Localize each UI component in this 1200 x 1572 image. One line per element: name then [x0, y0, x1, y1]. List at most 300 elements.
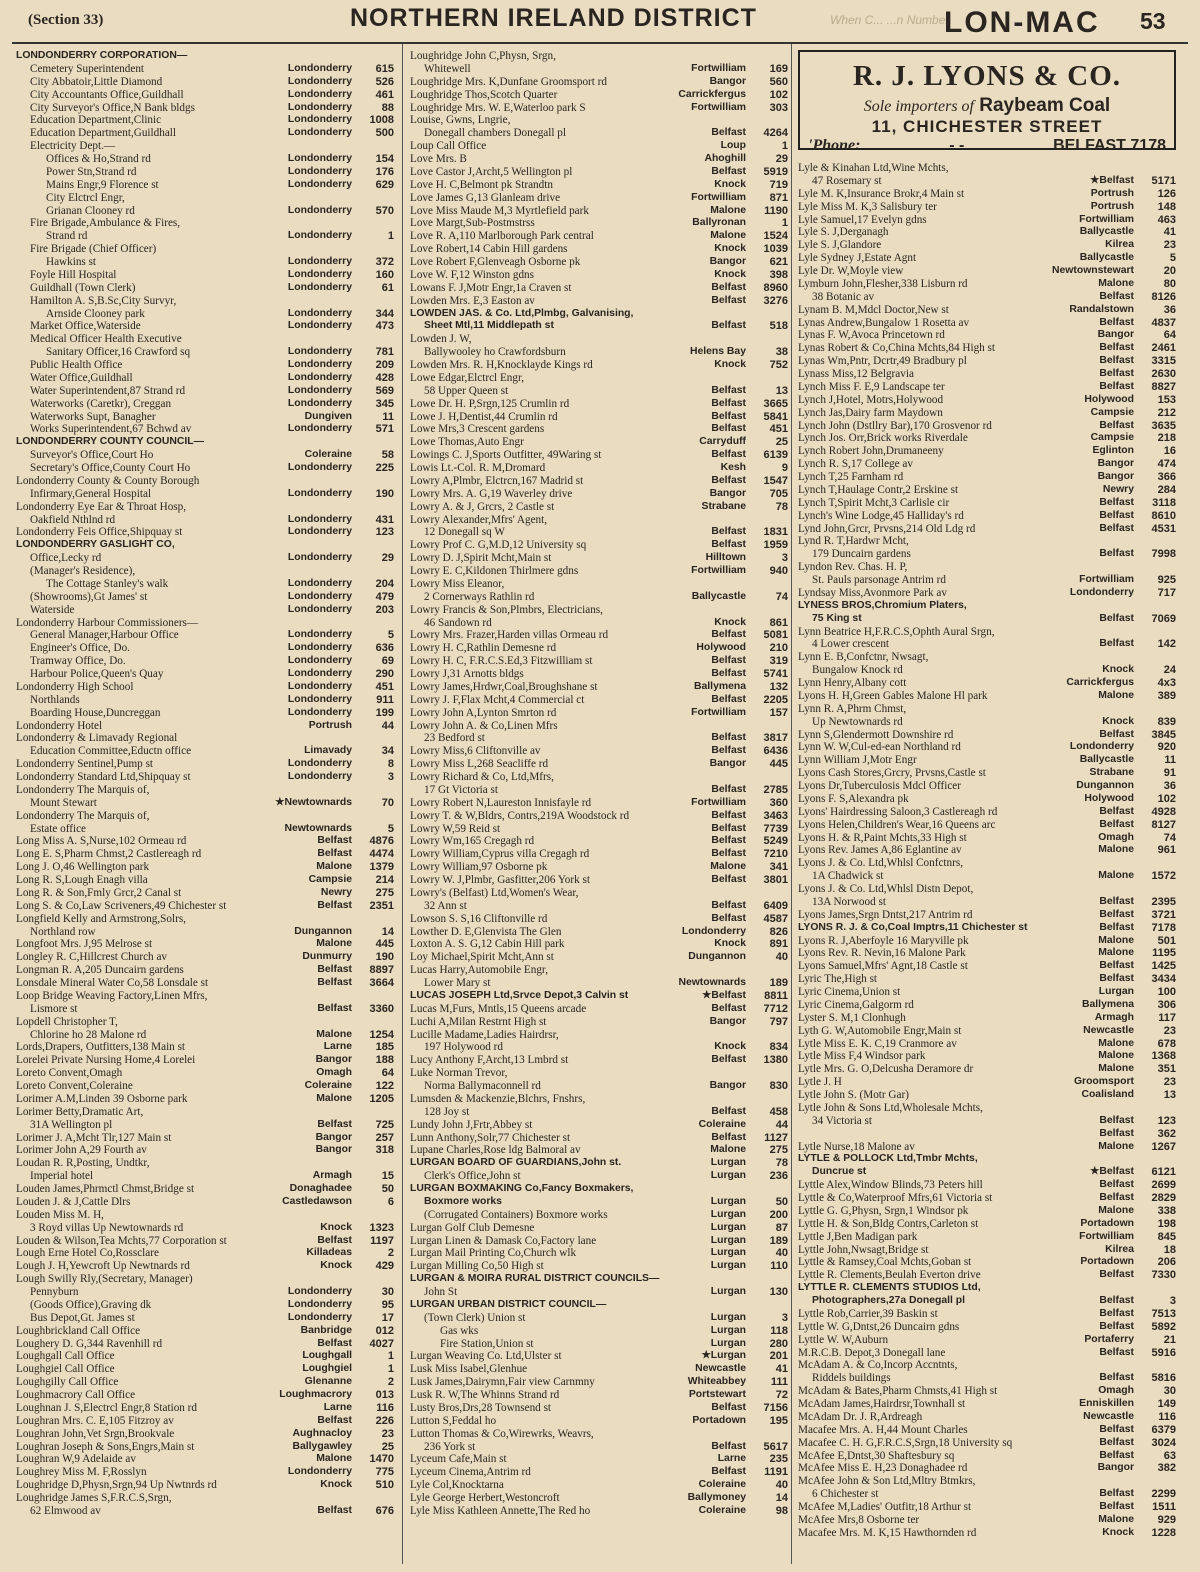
entry-exchange: Hilltown: [705, 552, 746, 564]
directory-entry: [16, 1492, 394, 1505]
directory-entry: [410, 848, 788, 861]
directory-entry: [16, 256, 394, 269]
entry-name: Lough J. H,Yewcroft Up Newtnards rd: [16, 1260, 190, 1273]
directory-entry: [16, 1093, 394, 1106]
entry-exchange: Londonderry: [287, 526, 352, 538]
directory-entry: [798, 1437, 1176, 1450]
directory-entry: [16, 217, 394, 230]
entry-name: Longman R. A,205 Duncairn gardens: [16, 964, 184, 977]
entry-name: Lynch's Wine Lodge,45 Halliday's rd: [798, 509, 964, 522]
entry-number: 518: [769, 320, 788, 333]
entry-name: Lyndsay Miss,Avonmore Park av: [798, 586, 947, 599]
entry-name: Lowe Edgar,Elctrcl Engr,: [410, 371, 525, 384]
entry-exchange: Belfast: [711, 899, 746, 911]
entry-exchange: Ballygawley: [292, 1440, 352, 1452]
entry-number: 1228: [1151, 1526, 1176, 1539]
directory-entry: [16, 668, 394, 681]
directory-entry: [410, 655, 788, 668]
entry-name: Estate office: [30, 822, 87, 835]
entry-exchange: Belfast: [1099, 496, 1134, 508]
entry-name: Lytle John & Sons Ltd,Wholesale Mchts,: [798, 1101, 983, 1114]
directory-entry: [16, 436, 394, 449]
directory-entry: [16, 552, 394, 565]
directory-entry: [798, 1334, 1176, 1347]
entry-number: 123: [1157, 1114, 1176, 1127]
directory-entry: [798, 1269, 1176, 1282]
entry-number: 11: [382, 410, 394, 423]
entry-name: Cemetery Superintendent: [30, 62, 145, 75]
entry-exchange: Ballyronan: [692, 217, 746, 229]
entry-number: 382: [1157, 1462, 1176, 1475]
entry-name: 46 Sandown rd: [424, 616, 492, 629]
entry-name: Lytle Nurse,18 Malone av: [798, 1140, 915, 1153]
entry-name: LONDONDERRY CORPORATION—: [16, 50, 188, 61]
entry-name: Londonderry The Marquis of,: [16, 783, 150, 796]
entry-number: 398: [769, 268, 788, 281]
directory-entry: [798, 226, 1176, 239]
entry-number: 319: [769, 655, 788, 668]
entry-exchange: Dungiven: [304, 410, 352, 422]
entry-number: 36: [1163, 780, 1176, 792]
entry-exchange: Coleraine: [698, 1504, 746, 1516]
entry-number: 344: [375, 307, 394, 320]
entry-name: Lough Erne Hotel Co,Rossclare: [16, 1247, 159, 1260]
entry-name: Lyttle R. Clements,Beulah Everton drive: [798, 1269, 981, 1282]
entry-exchange: Londonderry: [287, 75, 352, 87]
directory-column-3: [798, 50, 1176, 1565]
entry-number: 14: [381, 925, 394, 938]
entry-number: 7513: [1151, 1307, 1176, 1320]
entry-number: 74: [1163, 831, 1176, 844]
entry-exchange: Belfast: [317, 1414, 352, 1426]
entry-exchange: Fortwilliam: [691, 62, 746, 74]
entry-exchange: Londonderry: [287, 204, 352, 216]
entry-number: 87: [775, 1221, 788, 1234]
entry-name: 38 Botanic av: [812, 290, 875, 303]
entry-name: LURGAN URBAN DISTRICT COUNCIL—: [410, 1298, 607, 1310]
entry-name: Lowry A,Plmbr, Elctrcn,167 Madrid st: [410, 474, 584, 487]
entry-exchange: Larne: [717, 1453, 746, 1465]
entry-number: 925: [1157, 574, 1176, 586]
entry-exchange: Londonderry: [287, 552, 352, 564]
directory-entry: [410, 938, 788, 951]
entry-number: 560: [769, 75, 788, 88]
entry-name: Hamilton A. S,B.Sc,City Survyr,: [30, 294, 177, 307]
entry-number: 725: [375, 1118, 394, 1131]
entry-exchange: ★Newtownards: [275, 796, 352, 808]
entry-number: 341: [769, 861, 788, 874]
entry-exchange: Fortwilliam: [1079, 574, 1134, 585]
entry-name: Waterside: [30, 603, 75, 616]
directory-entry: [16, 694, 394, 707]
entry-exchange: Belfast: [1099, 908, 1134, 920]
entry-name: Lowans F. J,Motr Engr,1a Craven st: [410, 281, 572, 294]
entry-exchange: Londonderry: [287, 281, 352, 293]
entry-number: 3463: [763, 809, 788, 822]
entry-name: Lytle Miss E. K. C,19 Cranmore av: [798, 1037, 957, 1050]
entry-exchange: Malone: [1098, 689, 1134, 701]
directory-entry: [798, 1411, 1176, 1424]
entry-name: City Elctrcl Engr,: [46, 191, 125, 204]
directory-entry: [410, 359, 788, 372]
directory-entry: [16, 114, 394, 127]
entry-name: Londonderry Harbour Commissioners—: [16, 616, 199, 629]
entry-name: Lyth G. W,Automobile Engr,Main st: [798, 1024, 962, 1037]
entry-number: 225: [375, 462, 394, 474]
directory-entry: [410, 192, 788, 205]
directory-entry: [410, 372, 788, 385]
entry-name: Lyle & Kinahan Ltd,Wine Mchts,: [798, 162, 949, 174]
entry-number: 1039: [763, 243, 788, 256]
entry-exchange: Ballymoney: [687, 1492, 746, 1503]
entry-name: Lymburn John,Flesher,338 Lisburn rd: [798, 277, 968, 290]
entry-name: Surveyor's Office,Court Ho: [30, 449, 154, 462]
entry-exchange: Bangor: [709, 1080, 746, 1091]
entry-number: 5892: [1151, 1320, 1176, 1333]
entry-name: Lynch R. S,17 College av: [798, 458, 913, 471]
entry-name: LYTLE & POLLOCK Ltd,Tmbr Mchts,: [798, 1153, 978, 1165]
entry-exchange: Loughgall: [302, 1350, 352, 1362]
entry-name: Lynch Jas,Dairy farm Maydown: [798, 406, 943, 419]
entry-exchange: Newcastle: [1083, 1410, 1134, 1422]
directory-entry: [16, 127, 394, 140]
directory-entry: [16, 243, 394, 256]
directory-entry: [798, 510, 1176, 523]
entry-name: (Corrugated Containers) Boxmore works: [424, 1208, 608, 1221]
entry-exchange: Londonderry: [287, 680, 352, 692]
entry-name: Public Health Office: [30, 359, 123, 371]
directory-entry: [410, 1170, 788, 1183]
entry-number: 1323: [369, 1221, 394, 1234]
entry-name: Lynas Wm,Pntr, Dcrtr,49 Bradbury pl: [798, 355, 967, 368]
entry-number: 717: [1157, 586, 1176, 599]
directory-entry: [798, 342, 1176, 355]
directory-entry: [16, 1415, 394, 1428]
directory-entry: [798, 1398, 1176, 1411]
directory-entry: [798, 754, 1176, 767]
entry-name: Lyons J. & Co. Ltd,Whlsl Distn Depot,: [798, 883, 974, 895]
entry-number: 839: [1157, 715, 1176, 728]
directory-entry: [16, 629, 394, 642]
directory-entry: [798, 1218, 1176, 1231]
entry-number: 95: [381, 1298, 394, 1311]
entry-exchange: Londonderry: [287, 603, 352, 615]
entry-name: Lyttle & Co,Waterproof Mfrs,61 Victoria st: [798, 1192, 993, 1204]
directory-entry: [798, 973, 1176, 986]
directory-entry: [16, 810, 394, 823]
entry-name: (Showrooms),Gt James' st: [30, 590, 148, 603]
entry-exchange: Fortwilliam: [691, 191, 746, 203]
entry-name: 34 Victoria st: [812, 1114, 873, 1127]
column-divider: [402, 44, 403, 1564]
directory-entry: [798, 587, 1176, 600]
directory-entry: [16, 1376, 394, 1389]
entry-exchange: Londonderry: [287, 668, 352, 679]
entry-exchange: Portadown: [1080, 1217, 1134, 1229]
entry-number: 195: [769, 1414, 788, 1427]
entry-name: Boxmore works: [424, 1195, 502, 1207]
entry-name: Grianan Clooney rd: [46, 204, 135, 217]
directory-entry: [410, 1312, 788, 1325]
entry-name: Lyttle J,Ben Madigan park: [798, 1230, 918, 1243]
entry-number: 6409: [763, 899, 788, 912]
directory-entry: [16, 771, 394, 784]
directory-entry: [798, 252, 1176, 265]
entry-name: Lyons James,Srgn Dntst,217 Antrim rd: [798, 908, 973, 921]
entry-exchange: Belfast: [317, 964, 352, 976]
entry-number: 132: [769, 680, 788, 693]
entry-number: 30: [1163, 1385, 1176, 1398]
entry-number: 74: [775, 590, 788, 603]
directory-entry: [16, 784, 394, 797]
entry-exchange: Limavady: [304, 745, 352, 757]
entry-number: 2699: [1151, 1179, 1176, 1192]
entry-name: Lowry Miss Eleanor,: [410, 577, 505, 590]
entry-number: 705: [769, 487, 788, 500]
directory-entry: [410, 1363, 788, 1376]
directory-entry: [16, 398, 394, 411]
entry-number: 218: [1157, 432, 1176, 445]
entry-name: Lower Mary st: [424, 977, 491, 989]
entry-name: 197 Holywood rd: [424, 1041, 503, 1054]
entry-exchange: Malone: [1098, 277, 1134, 289]
entry-number: 473: [375, 320, 394, 333]
entry-exchange: Bangor: [709, 256, 746, 267]
entry-name: Lorimer Betty,Dramatic Art,: [16, 1105, 144, 1118]
entry-exchange: Belfast: [1099, 728, 1134, 740]
directory-entry: [16, 179, 394, 192]
directory-entry: [798, 947, 1176, 960]
ad-company-name: R. J. LYONS & CO.: [852, 60, 1122, 92]
directory-entry: [16, 346, 394, 359]
entry-name: Londonderry & Limavady Regional: [16, 732, 178, 745]
entry-number: 2205: [763, 693, 788, 706]
directory-entry: [410, 462, 788, 475]
entry-name: Guildhall (Town Clerk): [30, 281, 136, 294]
entry-name: Lyons Dr,Tuberculosis Mdcl Officer: [798, 780, 961, 792]
entry-name: Lyle Col,Knocktarna: [410, 1479, 504, 1492]
entry-name: 58 Upper Queen st: [424, 384, 509, 397]
entry-number: 3817: [763, 732, 788, 745]
entry-name: Lynas Robert & Co,China Mchts,84 High st: [798, 342, 996, 355]
entry-name: Lowry's (Belfast) Ltd,Women's Wear,: [410, 886, 579, 899]
entry-number: 7156: [763, 1401, 788, 1414]
directory-entry: [410, 835, 788, 848]
entry-number: 775: [375, 1466, 394, 1479]
directory-entry: [798, 1514, 1176, 1527]
entry-exchange: Londonderry: [287, 153, 352, 164]
entry-name: 13A Norwood st: [812, 895, 886, 908]
entry-exchange: Belfast: [711, 474, 746, 486]
page-title: NORTHERN IRELAND DISTRICT: [350, 4, 757, 32]
entry-name: Lowe Mrs,3 Crescent gardens: [410, 423, 545, 436]
entry-name: Lucas Harry,Automobile Engr,: [410, 964, 549, 977]
entry-number: 3315: [1151, 355, 1176, 368]
entry-name: Londonderry Sentinel,Pump st: [16, 758, 154, 771]
entry-name: Lynch Robert John,Drumaneeny: [798, 445, 944, 458]
entry-name: Loughrey Miss M. F,Rosslyn: [16, 1466, 147, 1479]
entry-number: 474: [1157, 458, 1176, 471]
directory-entry: [410, 913, 788, 926]
directory-entry: [798, 1501, 1176, 1514]
entry-number: 14: [775, 1492, 788, 1504]
entry-exchange: Belfast: [1099, 1346, 1134, 1358]
directory-entry: [798, 999, 1176, 1012]
directory-entry: [410, 1260, 788, 1273]
directory-entry: [16, 913, 394, 926]
entry-exchange: Londonderry: [287, 642, 352, 654]
entry-number: 940: [769, 565, 788, 577]
entry-number: 7330: [1151, 1269, 1176, 1282]
entry-name: Londonderry The Marquis of,: [16, 809, 150, 822]
entry-name: Lutton S,Feddal ho: [410, 1414, 497, 1427]
entry-name: Luchi A,Milan Restrnt High st: [410, 1015, 547, 1028]
entry-exchange: Belfast: [711, 1054, 746, 1066]
entry-exchange: Belfast: [711, 1466, 746, 1478]
entry-name: Lowry William,Cyprus villa Cregagh rd: [410, 848, 590, 861]
entry-name: Long E. S,Pharm Chmst,2 Castlereagh rd: [16, 848, 202, 861]
entry-number: 1: [781, 217, 788, 230]
entry-name: Lyric The,High st: [798, 973, 878, 986]
entry-name: Love Miss Maude M,3 Myrtlefield park: [410, 204, 589, 217]
entry-name: McAfee E,Dntst,30 Shaftesbury sq: [798, 1449, 955, 1462]
entry-exchange: Portstewart: [688, 1389, 746, 1400]
entry-name: Londonderry Standard Ltd,Shipquay st: [16, 771, 191, 783]
entry-name: Lowry Robert N,Laureston Innisfayle rd: [410, 796, 592, 809]
entry-name: Oakfield Nthlnd rd: [30, 513, 116, 526]
entry-exchange: ★Lurgan: [701, 1350, 746, 1362]
entry-number: 4027: [369, 1337, 394, 1350]
entry-name: Chlorine ho 28 Malone rd: [30, 1028, 147, 1041]
entry-name: Lyons H. & R,Paint Mchts,33 High st: [798, 831, 967, 844]
directory-entry: [798, 1115, 1176, 1128]
directory-entry: [16, 1209, 394, 1222]
directory-entry: [410, 745, 788, 758]
directory-entry: [16, 411, 394, 424]
entry-exchange: Belfast: [317, 899, 352, 911]
directory-entry: [16, 1363, 394, 1376]
directory-entry: [798, 806, 1176, 819]
entry-exchange: Londonderry: [287, 1466, 352, 1478]
entry-number: 5171: [1151, 174, 1176, 187]
directory-entry: [798, 1102, 1176, 1115]
entry-name: Foyle Hill Hospital: [30, 268, 117, 281]
directory-entry: [16, 1080, 394, 1093]
entry-number: 451: [769, 423, 788, 436]
entry-number: 23: [1163, 1076, 1176, 1089]
directory-entry: [798, 832, 1176, 845]
directory-entry: [410, 475, 788, 488]
entry-number: 571: [375, 423, 394, 436]
entry-exchange: Belfast: [711, 629, 746, 641]
entry-exchange: Belfast: [1099, 1127, 1134, 1139]
entry-number: 7712: [763, 1002, 788, 1015]
directory-entry: [410, 256, 788, 269]
entry-number: 275: [769, 1144, 788, 1157]
entry-name: Loreto Convent,Coleraine: [16, 1080, 133, 1092]
entry-exchange: Londonderry: [287, 1286, 352, 1297]
directory-entry: [410, 127, 788, 140]
entry-number: 830: [769, 1080, 788, 1092]
directory-entry: [16, 308, 394, 321]
entry-number: 116: [1158, 1410, 1176, 1423]
entry-number: 116: [376, 1401, 394, 1414]
entry-number: 2785: [763, 783, 788, 796]
entry-exchange: Bangor: [315, 1144, 352, 1156]
entry-number: 190: [375, 487, 394, 500]
directory-entry: [410, 1325, 788, 1338]
entry-name: Medical Officer Health Executive: [30, 333, 182, 346]
entry-exchange: Londonderry: [287, 88, 352, 100]
entry-name: Loughran Joseph & Sons,Engrs,Main st: [16, 1440, 195, 1453]
entry-name: Lonsdale Mineral Water Co,58 Lonsdale st: [16, 977, 209, 989]
entry-name: Lorelei Private Nursing Home,4 Lorelei: [16, 1054, 196, 1067]
entry-number: 8960: [763, 281, 788, 294]
entry-exchange: Malone: [710, 861, 746, 873]
entry-name: Lords,Drapers, Outfitters,138 Main st: [16, 1041, 186, 1054]
entry-exchange: Londonderry: [287, 423, 352, 435]
directory-entry: [798, 458, 1176, 471]
entry-name: Duncrue st: [812, 1166, 867, 1178]
entry-name: Lowry Francis & Son,Plmbrs, Electricians,: [410, 603, 603, 616]
entry-exchange: Eglinton: [1092, 445, 1134, 457]
entry-name: 32 Ann st: [424, 899, 467, 912]
directory-entry: [16, 475, 394, 488]
entry-name: Fire Brigade,Ambulance & Fires,: [30, 217, 181, 230]
directory-entry: [798, 214, 1176, 227]
entry-exchange: Malone: [1098, 1513, 1134, 1525]
entry-name: Loxton A. S. G,12 Cabin Hill park: [410, 938, 565, 951]
entry-number: 36: [1163, 303, 1176, 316]
entry-name: 6 Chichester st: [812, 1488, 879, 1501]
entry-name: 62 Elmwood av: [30, 1504, 101, 1517]
entry-exchange: Newcastle: [1083, 1024, 1134, 1036]
entry-name: Longfield Kelly and Armstrong,Solrs,: [16, 912, 186, 925]
entry-number: 861: [769, 616, 788, 629]
directory-entry: [798, 484, 1176, 497]
entry-name: Lyric Cinema,Galgorm rd: [798, 998, 914, 1011]
entry-number: 6121: [1151, 1166, 1176, 1179]
entry-name: McAfee John & Son Ltd,Mltry Btmkrs,: [798, 1475, 976, 1488]
directory-entry: [16, 1505, 394, 1518]
entry-name: Londonderry Feis Office,Shipquay st: [16, 526, 183, 539]
entry-name: Lorimer J. A,Mcht Tlr,127 Main st: [16, 1131, 172, 1144]
entry-name: Lynn E. B,Confctnr, Nwsagt,: [798, 651, 929, 664]
directory-entry: [798, 922, 1176, 935]
directory-entry: [16, 951, 394, 964]
entry-exchange: Bangor: [709, 75, 746, 87]
directory-entry: [410, 1389, 788, 1402]
directory-entry: [798, 1475, 1176, 1488]
entry-name: Bungalow Knock rd: [812, 664, 903, 677]
entry-exchange: Belfast: [317, 1337, 352, 1349]
entry-name: Offices & Ho,Strand rd: [46, 153, 151, 165]
directory-entry: [16, 964, 394, 977]
entry-exchange: Londonderry: [287, 307, 352, 319]
entry-name: Lyle Miss M. K,3 Salisbury ter: [798, 200, 937, 213]
entry-number: 389: [1157, 689, 1176, 702]
directory-entry: [410, 1350, 788, 1363]
entry-exchange: Londonderry: [287, 462, 352, 473]
entry-exchange: Malone: [1098, 947, 1134, 959]
entry-number: 428: [375, 371, 394, 384]
entry-number: 8610: [1151, 509, 1176, 522]
directory-entry: [798, 793, 1176, 806]
entry-exchange: Belfast: [1099, 1449, 1134, 1461]
entry-number: 5841: [763, 410, 788, 423]
entry-exchange: Belfast: [1099, 419, 1134, 431]
directory-entry: [410, 1106, 788, 1119]
